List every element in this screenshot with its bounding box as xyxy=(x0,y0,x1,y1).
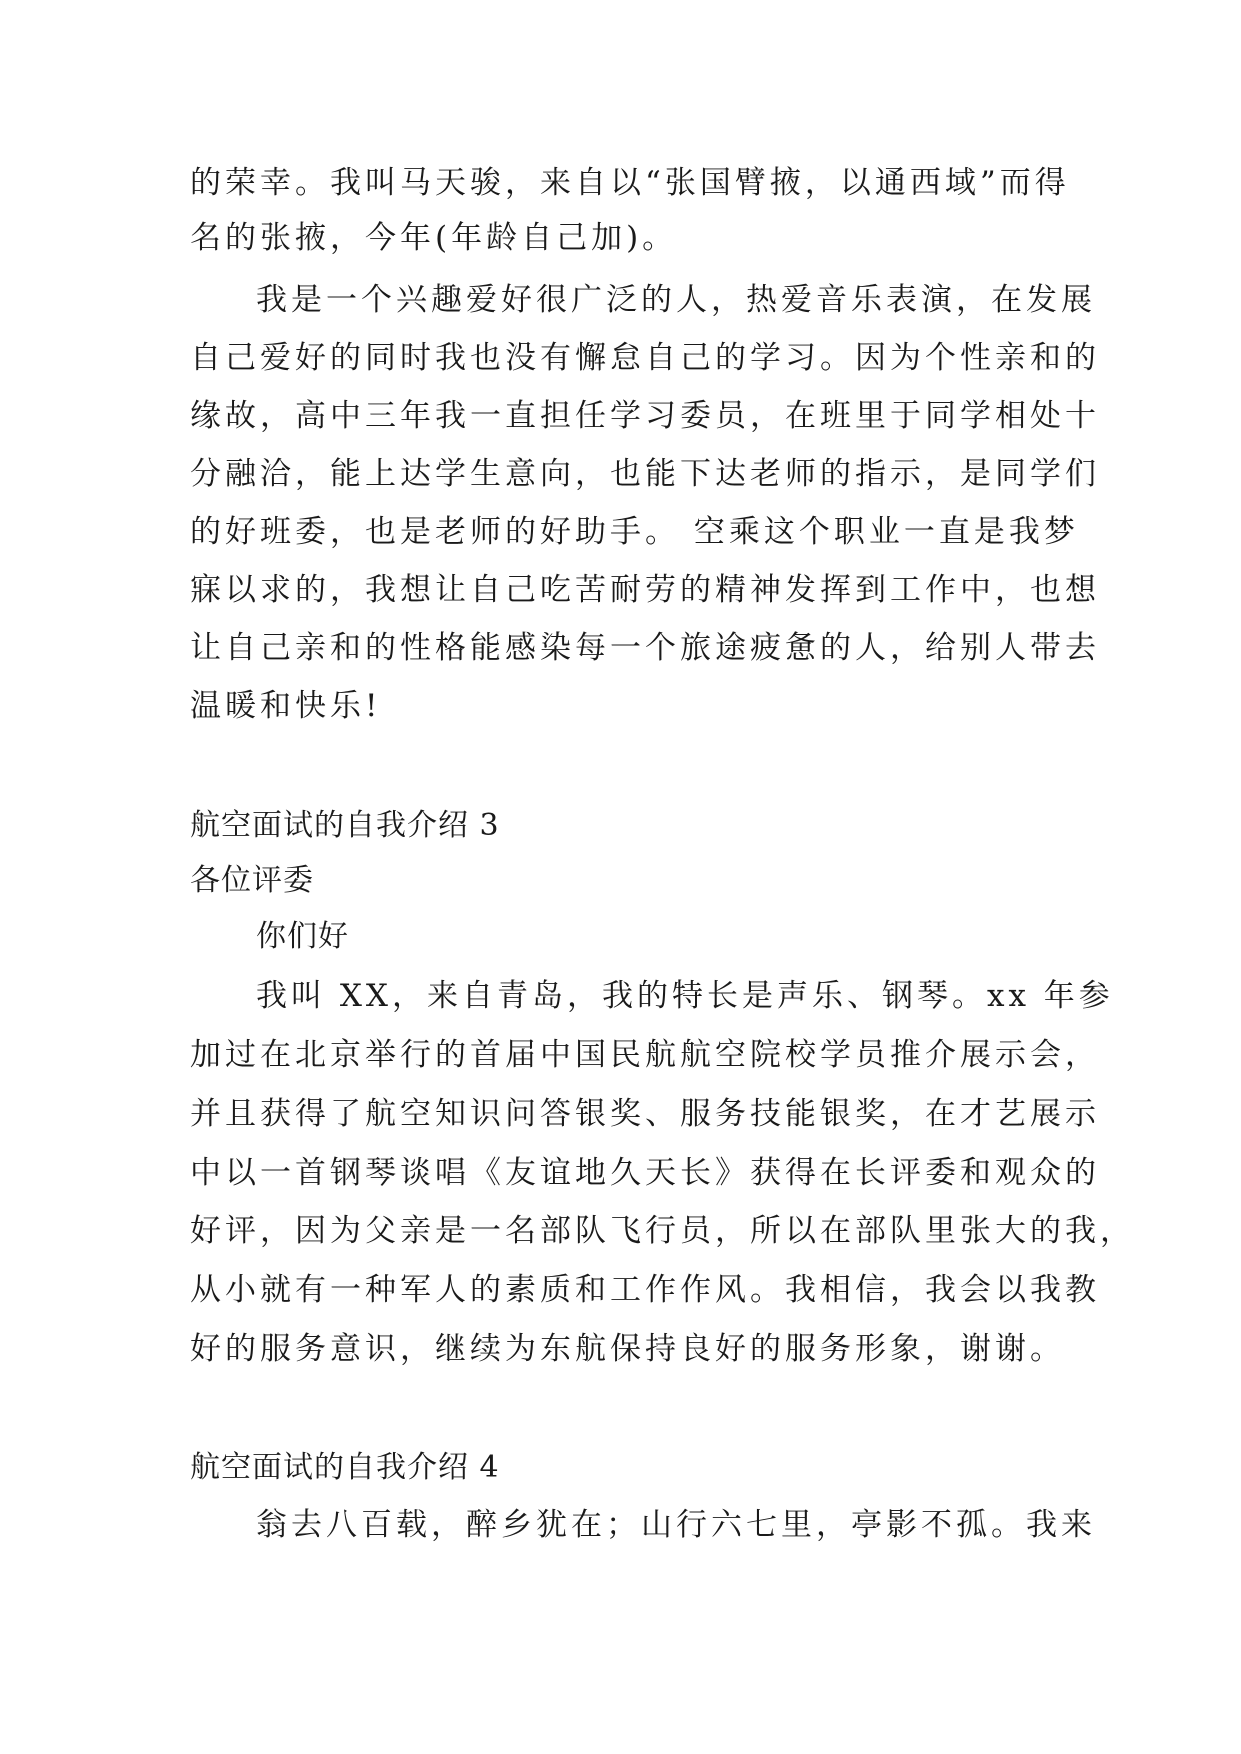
section-3-line-7: 好的服务意识，继续为东航保持良好的服务形象，谢谢。 xyxy=(190,1331,1065,1367)
section-3-line-5: 好评，因为父亲是一名部队飞行员，所以在部队里张大的我， xyxy=(190,1213,1135,1249)
section-3-line-3: 并且获得了航空知识问答银奖、服务技能银奖，在才艺展示 xyxy=(190,1096,1100,1132)
paragraph-2-line-5: 的好班委，也是老师的好助手。 空乘这个职业一直是我梦 xyxy=(190,514,1079,550)
section-3-salutation: 各位评委 xyxy=(190,863,314,898)
section-3-greeting: 你们好 xyxy=(256,919,349,954)
paragraph-1-line-1: 的荣幸。我叫马天骏，来自以“张国臂掖，以通西域”而得 xyxy=(190,165,1070,201)
paragraph-2-line-4: 分融洽，能上达学生意向，也能下达老师的指示，是同学们 xyxy=(190,456,1100,492)
paragraph-2-line-3: 缘故，高中三年我一直担任学习委员，在班里于同学相处十 xyxy=(190,398,1100,434)
paragraph-1-line-2: 名的张掖，今年(年龄自己加)。 xyxy=(190,220,678,256)
section-3-line-2: 加过在北京举行的首届中国民航航空院校学员推介展示会， xyxy=(190,1037,1100,1073)
section-4-line-1: 翁去八百载，醉乡犹在；山行六七里，亭影不孤。我来 xyxy=(256,1507,1096,1543)
paragraph-2-line-8: 温暖和快乐! xyxy=(190,688,382,724)
paragraph-2-line-7: 让自己亲和的性格能感染每一个旅途疲惫的人，给别人带去 xyxy=(190,630,1100,666)
section-3-line-6: 从小就有一种军人的素质和工作作风。我相信，我会以我教 xyxy=(190,1272,1100,1308)
paragraph-2-line-6: 寐以求的，我想让自己吃苦耐劳的精神发挥到工作中，也想 xyxy=(190,572,1100,608)
section-3-line-4: 中以一首钢琴谈唱《友谊地久天长》获得在长评委和观众的 xyxy=(190,1155,1100,1191)
paragraph-2-line-1: 我是一个兴趣爱好很广泛的人，热爱音乐表演，在发展 xyxy=(256,282,1096,318)
section-4-title: 航空面试的自我介绍 4 xyxy=(190,1450,500,1485)
paragraph-2-line-2: 自己爱好的同时我也没有懈怠自己的学习。因为个性亲和的 xyxy=(190,340,1100,376)
section-3-title: 航空面试的自我介绍 3 xyxy=(190,808,500,843)
section-3-line-1: 我叫 XX，来自青岛，我的特长是声乐、钢琴。xx 年参 xyxy=(256,978,1114,1014)
